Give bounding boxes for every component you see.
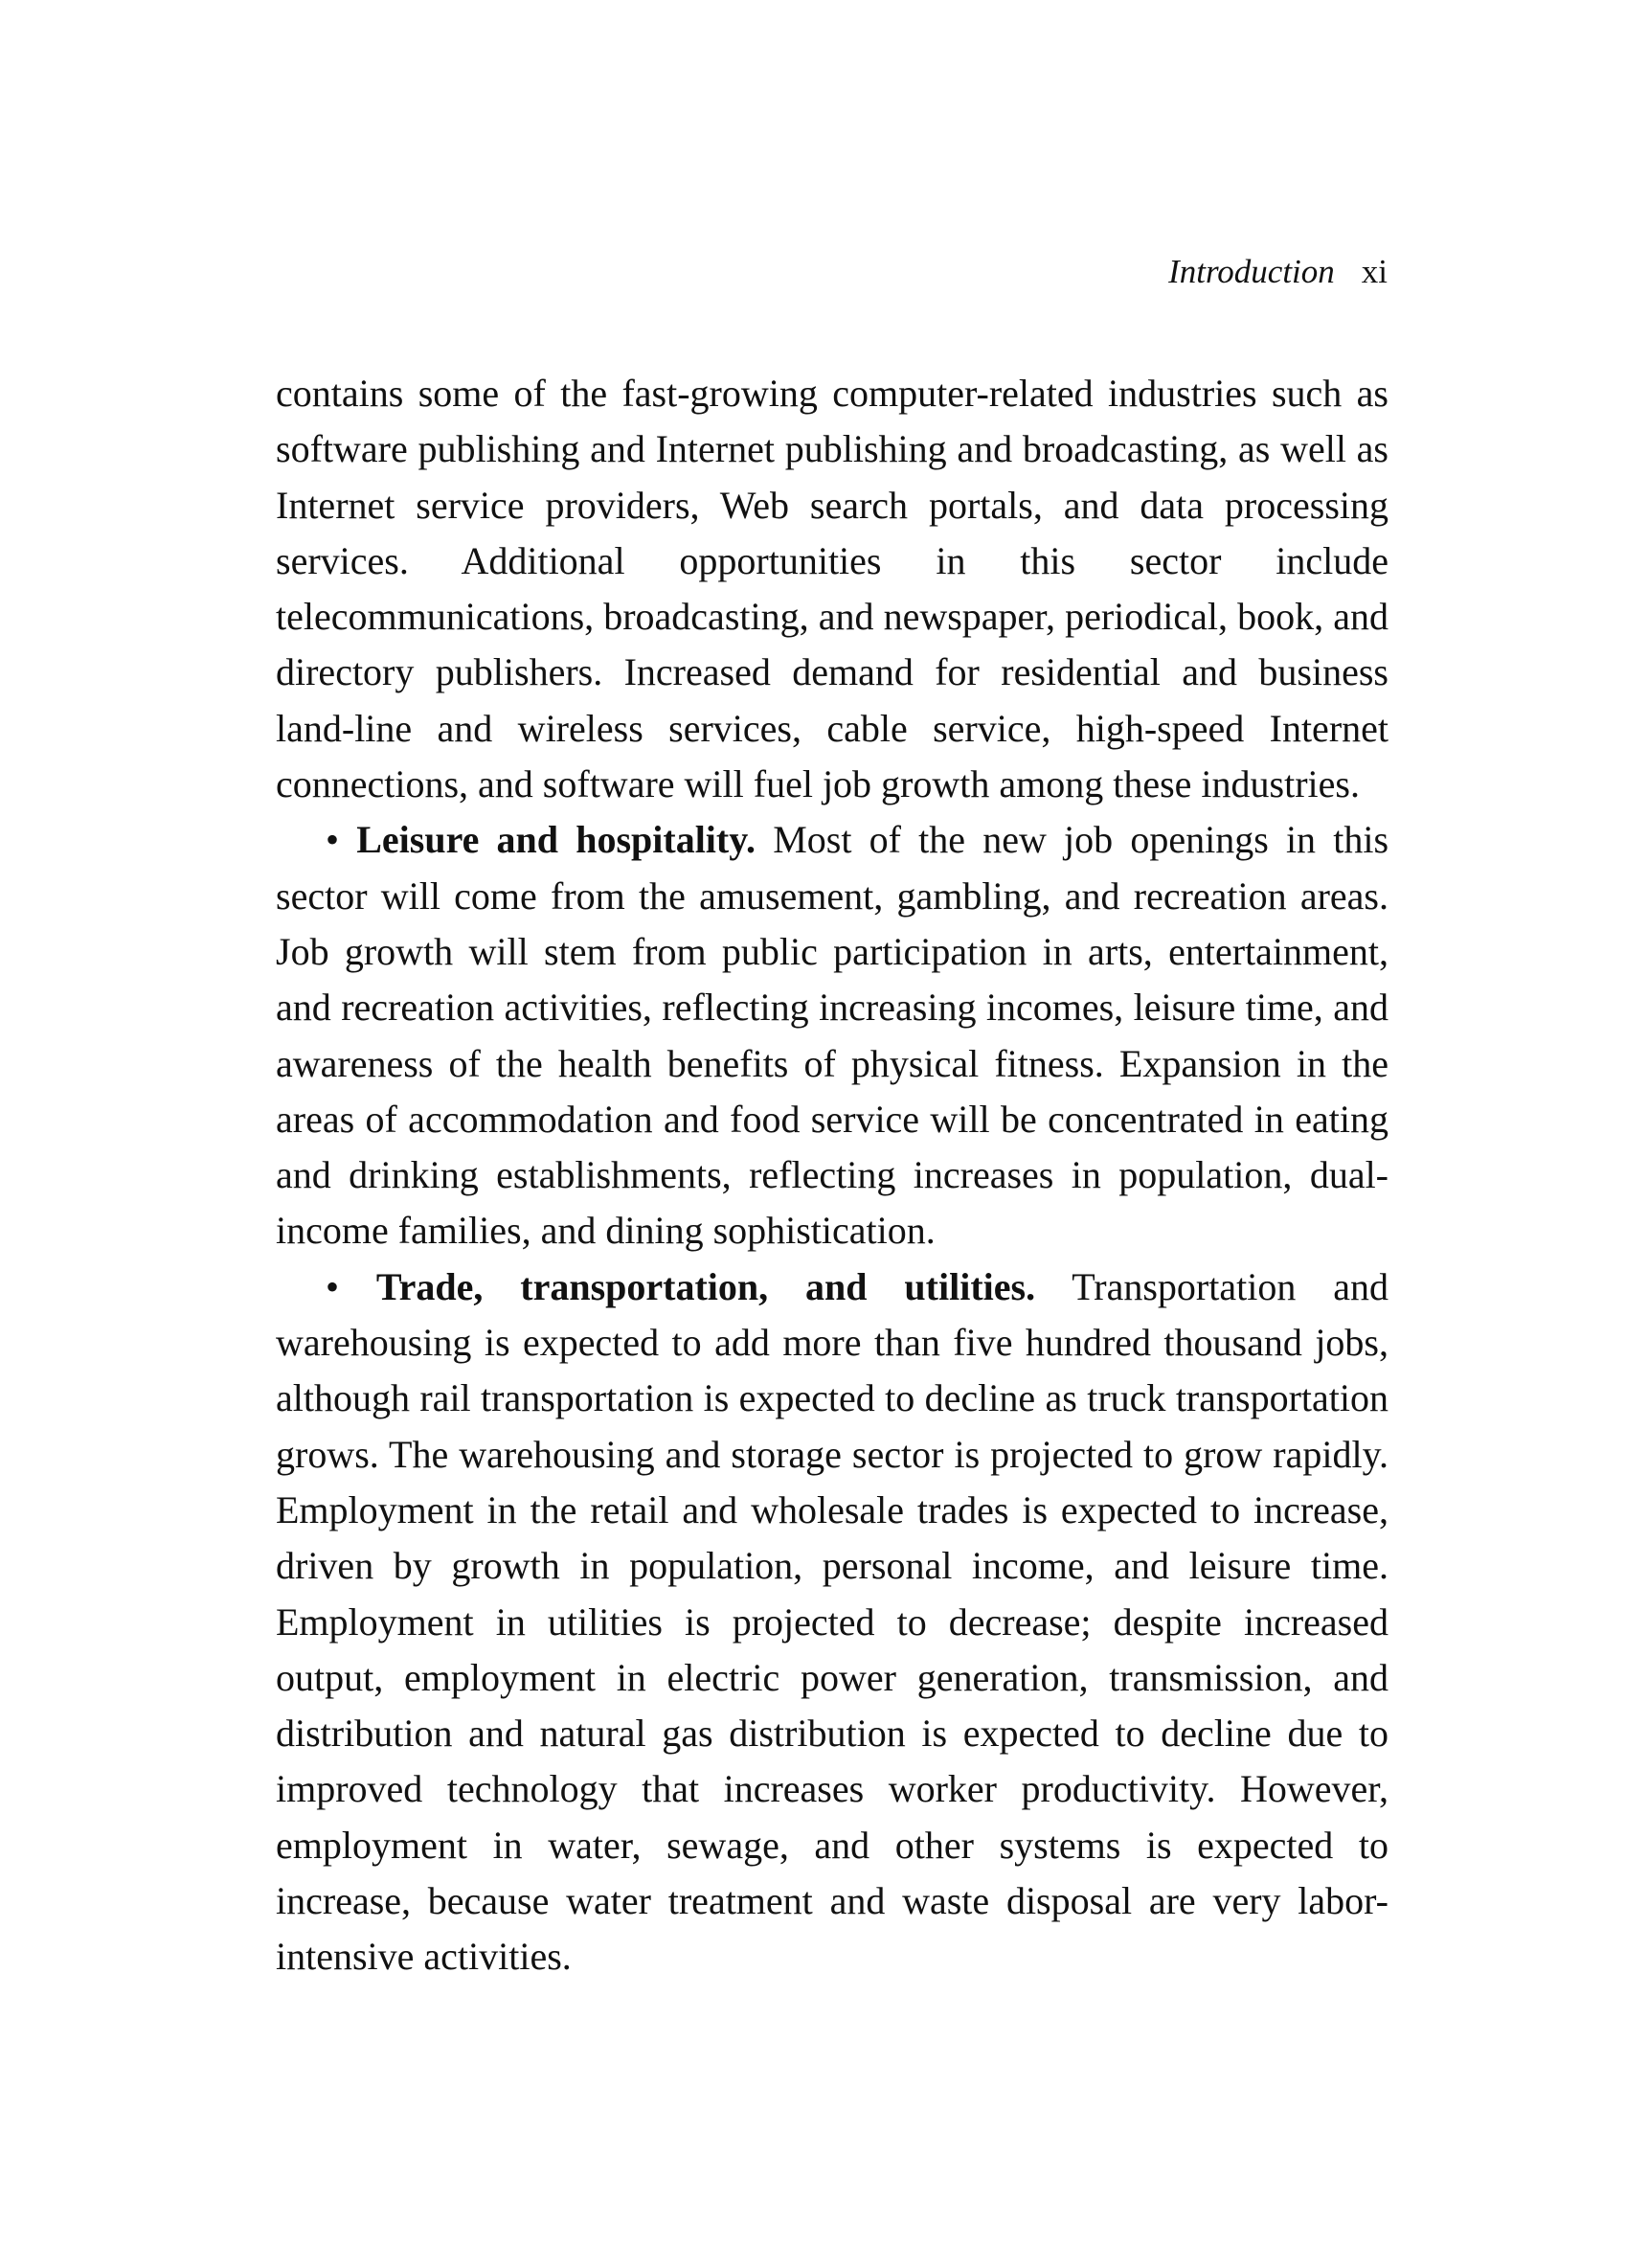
bullet: • — [326, 1264, 340, 1308]
body-text — [276, 366, 1388, 1985]
paragraph-leisure-hospitality — [276, 812, 1388, 1259]
paragraph-continuation — [276, 366, 1388, 812]
paragraph-text: Transportation and warehousing is expected to add more than five hundred thousand jobs, although rail transportation is expected to decline as truck transportation grows. The warehousing and storage sector is projected to grow rapidly. Employment in the retail and wholesale trades is expected to increase, driven by growth in population, personal income, and leisure time. Employment in utilities is projected to decrease; despite increased output, employment in electric power generation, transmission, and distribution and natural gas distribution is expected to decline due to improved technology that increases worker productivity. However, employment in water, sewage, and other systems is expected to increase, because water treatment and waste disposal are very labor-intensive activities. — [276, 1264, 1388, 1979]
paragraph-text: contains some of the fast-growing computer-related industries such as software publishing and Internet publishing and broadcasting, as well as Internet service providers, Web search portals, and data processing services. Additional opportunities in this sector include telecommunications, broadcasting, and newspaper, periodical, book, and directory publishers. Increased demand for residential and business land-line and wireless services, cable service, high-speed Internet connections, and software will fuel job growth among these industries. — [276, 372, 1388, 806]
page-number: xi — [1361, 253, 1388, 290]
running-head-section-title: Introduction — [1168, 253, 1335, 290]
paragraph-lead-in: Trade, transportation, and utilities. — [375, 1264, 1036, 1308]
paragraph-text: Most of the new job openings in this sector will come from the amusement, gambling, and recreation areas. Job growth will stem from public participation in arts, entertainment, and recreation activities, reflecting increasing incomes, leisure time, and awareness of the health benefits of physical fitness. Expansion in the areas of accommodation and food service will be concentrated in eating and drinking establishments, reflecting increases in population, dual-income families, and dining sophistication. — [276, 818, 1389, 1253]
paragraph-lead-in: Leisure and hospitality. — [356, 818, 756, 862]
paragraph-trade-transportation-utilities — [276, 1259, 1388, 1985]
bullet: • — [326, 818, 340, 862]
running-head — [1168, 251, 1388, 293]
